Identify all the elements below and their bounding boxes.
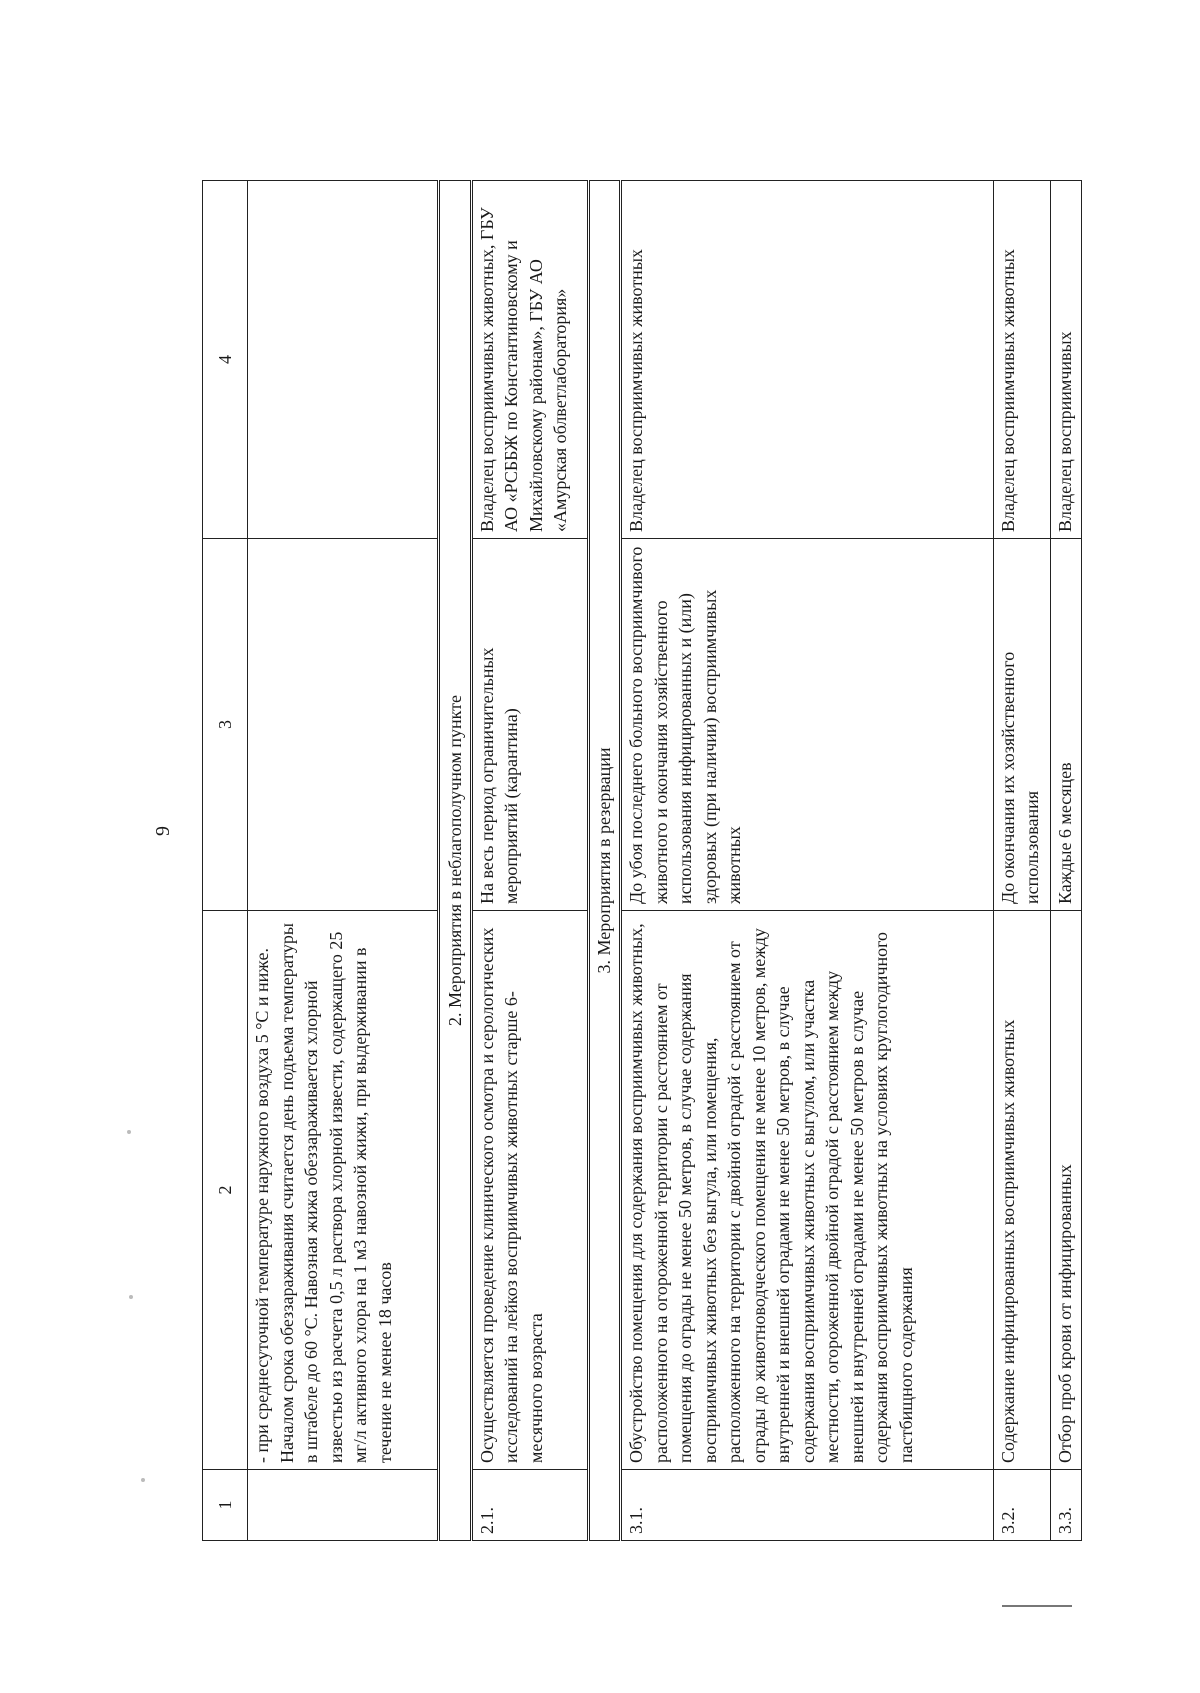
row-number: 3.3.: [1051, 1470, 1082, 1541]
table-row: [993, 181, 1051, 1541]
table-row: [1051, 181, 1082, 1541]
row-number: 2.1.: [471, 1470, 588, 1541]
responsible-cell: Владелец восприимчивых животных: [993, 181, 1051, 539]
section-row: [589, 181, 621, 1541]
header-col-2: 2: [203, 911, 248, 1470]
responsible-cell: [248, 181, 439, 539]
section-title: 2. Мероприятия в неблагополучном пункте: [439, 181, 471, 1541]
measure-cell: Обустройство помещения для содержания восприимчивых животных, расположенного на огороженной территории с расстоянием от помещения до ограды не менее 50 метров, в случае содержания восприимчивых животных без выгула, или помещения, расположенного на территории с двойной оградой с расстоянием от ограды до животноводческого помещения не менее 10 метров, между внутренней и внешней оградами не менее 50 метров, в случае содержания восприимчивых животных с выгулом, или участка местности, огороженной двойной оградой с расстоянием между внешней и внутренней оградами не менее 50 метров в случае содержания восприимчивых животных на условиях круглогодичного пастбищного содержания: [621, 911, 993, 1470]
page-number: 9: [152, 826, 174, 836]
scan-mark: [1002, 1605, 1072, 1607]
scan-speck: [141, 1478, 145, 1482]
section-title: 3. Мероприятия в резервации: [589, 181, 621, 1541]
responsible-cell: Владелец восприимчивых животных: [621, 181, 993, 539]
measures-table-body: [203, 181, 1082, 1541]
table-row: [248, 181, 439, 1541]
period-cell: Каждые 6 месяцев: [1051, 539, 1082, 911]
row-number: [248, 1470, 439, 1541]
measures-table-container: [202, 181, 1082, 1541]
section-row: [439, 181, 471, 1541]
responsible-cell: Владелец восприимчивых животных, ГБУ АО «РСББЖ по Константиновскому и Михайловскому районам», ГБУ АО «Амурская облветлаборатория»: [471, 181, 588, 539]
table-row: [621, 181, 993, 1541]
header-row: [203, 181, 248, 1541]
period-cell: На весь период ограничительных мероприятий (карантина): [471, 539, 588, 911]
period-cell: До окончания их хозяйственного использования: [993, 539, 1051, 911]
header-col-1: 1: [203, 1470, 248, 1541]
period-cell: До убоя последнего больного восприимчивого животного и окончания хозяйственного использования инфицированных и (или) здоровых (при наличии) восприимчивых животных: [621, 539, 993, 911]
responsible-cell: Владелец восприимчивых: [1051, 181, 1082, 539]
header-col-3: 3: [203, 539, 248, 911]
measure-cell: - при среднесуточной температуре наружного воздуха 5 °С и ниже. Началом срока обеззараживания считается день подъема температуры в штабеле до 60 °С. Навозная жижа обеззараживается хлорной известью из расчета 0,5 л раствора хлорной извести, содержащего 25 мг/л активного хлора на 1 м3 навозной жижи, при выдерживании в течение не менее 18 часов: [248, 911, 439, 1470]
measure-cell: Осуществляется проведение клинического осмотра и серологических исследований на лейкоз восприимчивых животных старше 6-месячного возраста: [471, 911, 588, 1470]
period-cell: [248, 539, 439, 911]
measure-cell: Отбор проб крови от инфицированных: [1051, 911, 1082, 1470]
measure-cell: Содержание инфицированных восприимчивых животных: [993, 911, 1051, 1470]
table-row: [471, 181, 588, 1541]
row-number: 3.2.: [993, 1470, 1051, 1541]
scan-speck: [129, 1295, 133, 1299]
measures-table: [202, 180, 1082, 1541]
header-col-4: 4: [203, 181, 248, 539]
row-number: 3.1.: [621, 1470, 993, 1541]
scan-speck: [127, 1130, 131, 1134]
